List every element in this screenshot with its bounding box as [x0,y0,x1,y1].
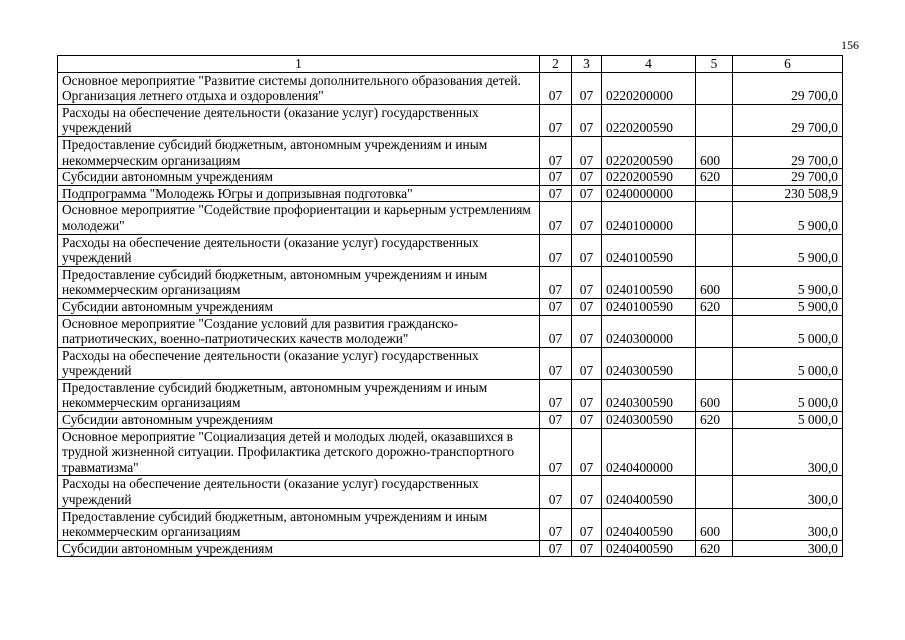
cell-expense-type: 600 [696,508,733,540]
cell-description: Предоставление субсидий бюджетным, автономным учреждениям и иным некоммерческим организациям [58,136,540,168]
header-row [58,56,843,73]
cell-target-code: 0240400590 [602,476,696,508]
cell-subsection: 07 [572,347,602,379]
cell-subsection: 07 [572,298,602,315]
cell-expense-type [696,347,733,379]
table-row [58,315,843,347]
cell-description: Субсидии автономным учреждениям [58,169,540,186]
cell-section: 07 [540,234,572,266]
table-row [58,298,843,315]
table-row [58,428,843,476]
cell-section: 07 [540,476,572,508]
cell-section: 07 [540,169,572,186]
cell-section: 07 [540,266,572,298]
table-row [58,104,843,136]
cell-expense-type [696,202,733,234]
cell-target-code: 0240100590 [602,234,696,266]
cell-target-code: 0240300590 [602,379,696,411]
cell-subsection: 07 [572,72,602,104]
cell-description: Субсидии автономным учреждениям [58,298,540,315]
page-number: 156 [841,38,859,52]
cell-expense-type: 620 [696,412,733,429]
cell-subsection: 07 [572,169,602,186]
cell-amount: 29 700,0 [733,136,843,168]
table-body [58,72,843,557]
table-row [58,234,843,266]
cell-expense-type [696,315,733,347]
cell-amount: 5 900,0 [733,202,843,234]
cell-amount: 29 700,0 [733,169,843,186]
cell-target-code: 0240000000 [602,185,696,202]
cell-section: 07 [540,379,572,411]
cell-section: 07 [540,428,572,476]
column-header-1: 1 [58,56,540,73]
cell-expense-type [696,72,733,104]
cell-subsection: 07 [572,412,602,429]
cell-description: Субсидии автономным учреждениям [58,412,540,429]
cell-amount: 5 900,0 [733,234,843,266]
cell-subsection: 07 [572,202,602,234]
cell-amount: 300,0 [733,476,843,508]
cell-target-code: 0240100590 [602,266,696,298]
cell-amount: 5 000,0 [733,347,843,379]
table-row [58,508,843,540]
cell-section: 07 [540,298,572,315]
cell-subsection: 07 [572,266,602,298]
cell-amount: 5 900,0 [733,298,843,315]
cell-subsection: 07 [572,234,602,266]
cell-section: 07 [540,202,572,234]
cell-section: 07 [540,185,572,202]
cell-target-code: 0220200590 [602,169,696,186]
cell-description: Основное мероприятие "Развитие системы дополнительного образования детей. Организация летнего отдыха и оздоровления" [58,72,540,104]
cell-section: 07 [540,315,572,347]
cell-target-code: 0240400590 [602,540,696,557]
cell-description: Предоставление субсидий бюджетным, автономным учреждениям и иным некоммерческим организациям [58,508,540,540]
cell-subsection: 07 [572,428,602,476]
cell-target-code: 0240300590 [602,412,696,429]
cell-subsection: 07 [572,315,602,347]
cell-section: 07 [540,508,572,540]
cell-amount: 300,0 [733,508,843,540]
cell-subsection: 07 [572,379,602,411]
cell-expense-type: 600 [696,379,733,411]
cell-expense-type [696,234,733,266]
cell-amount: 5 000,0 [733,315,843,347]
cell-subsection: 07 [572,104,602,136]
table-row [58,185,843,202]
budget-table [57,55,843,557]
cell-amount: 29 700,0 [733,72,843,104]
cell-section: 07 [540,412,572,429]
cell-target-code: 0220200590 [602,104,696,136]
cell-subsection: 07 [572,136,602,168]
table-row [58,202,843,234]
cell-description: Расходы на обеспечение деятельности (оказание услуг) государственных учреждений [58,476,540,508]
cell-section: 07 [540,136,572,168]
cell-description: Основное мероприятие "Содействие профориентации и карьерным устремлениям молодежи" [58,202,540,234]
cell-amount: 5 000,0 [733,412,843,429]
column-header-5: 5 [696,56,733,73]
cell-expense-type [696,104,733,136]
table-row [58,266,843,298]
table-row [58,540,843,557]
cell-amount: 29 700,0 [733,104,843,136]
cell-description: Предоставление субсидий бюджетным, автономным учреждениям и иным некоммерческим организациям [58,266,540,298]
table-row [58,476,843,508]
cell-amount: 300,0 [733,540,843,557]
cell-section: 07 [540,347,572,379]
cell-subsection: 07 [572,476,602,508]
cell-description: Расходы на обеспечение деятельности (оказание услуг) государственных учреждений [58,104,540,136]
column-header-6: 6 [733,56,843,73]
cell-target-code: 0240400000 [602,428,696,476]
cell-section: 07 [540,104,572,136]
table-row [58,169,843,186]
cell-expense-type: 620 [696,298,733,315]
cell-target-code: 0240300590 [602,347,696,379]
cell-expense-type: 620 [696,169,733,186]
cell-target-code: 0240100000 [602,202,696,234]
cell-target-code: 0220200590 [602,136,696,168]
table-row [58,379,843,411]
cell-description: Основное мероприятие "Социализация детей и молодых людей, оказавшихся в трудной жизненной ситуации. Профилактика детского дорожно-транспортного травматизма" [58,428,540,476]
cell-description: Субсидии автономным учреждениям [58,540,540,557]
cell-description: Основное мероприятие "Создание условий для развития гражданско-патриотических, военно-патриотических качеств молодежи" [58,315,540,347]
cell-subsection: 07 [572,508,602,540]
cell-section: 07 [540,72,572,104]
cell-amount: 300,0 [733,428,843,476]
cell-amount: 5 900,0 [733,266,843,298]
cell-amount: 230 508,9 [733,185,843,202]
table-row [58,72,843,104]
cell-expense-type: 620 [696,540,733,557]
cell-section: 07 [540,540,572,557]
table-row [58,412,843,429]
cell-expense-type [696,428,733,476]
cell-description: Предоставление субсидий бюджетным, автономным учреждениям и иным некоммерческим организациям [58,379,540,411]
cell-expense-type [696,185,733,202]
cell-target-code: 0220200000 [602,72,696,104]
column-header-3: 3 [572,56,602,73]
table-row [58,136,843,168]
cell-expense-type: 600 [696,136,733,168]
cell-target-code: 0240300000 [602,315,696,347]
cell-subsection: 07 [572,185,602,202]
cell-description: Подпрограмма "Молодежь Югры и допризывная подготовка" [58,185,540,202]
cell-description: Расходы на обеспечение деятельности (оказание услуг) государственных учреждений [58,234,540,266]
cell-target-code: 0240400590 [602,508,696,540]
cell-target-code: 0240100590 [602,298,696,315]
cell-subsection: 07 [572,540,602,557]
cell-description: Расходы на обеспечение деятельности (оказание услуг) государственных учреждений [58,347,540,379]
table-row [58,347,843,379]
column-header-4: 4 [602,56,696,73]
cell-expense-type [696,476,733,508]
cell-amount: 5 000,0 [733,379,843,411]
cell-expense-type: 600 [696,266,733,298]
column-header-2: 2 [540,56,572,73]
